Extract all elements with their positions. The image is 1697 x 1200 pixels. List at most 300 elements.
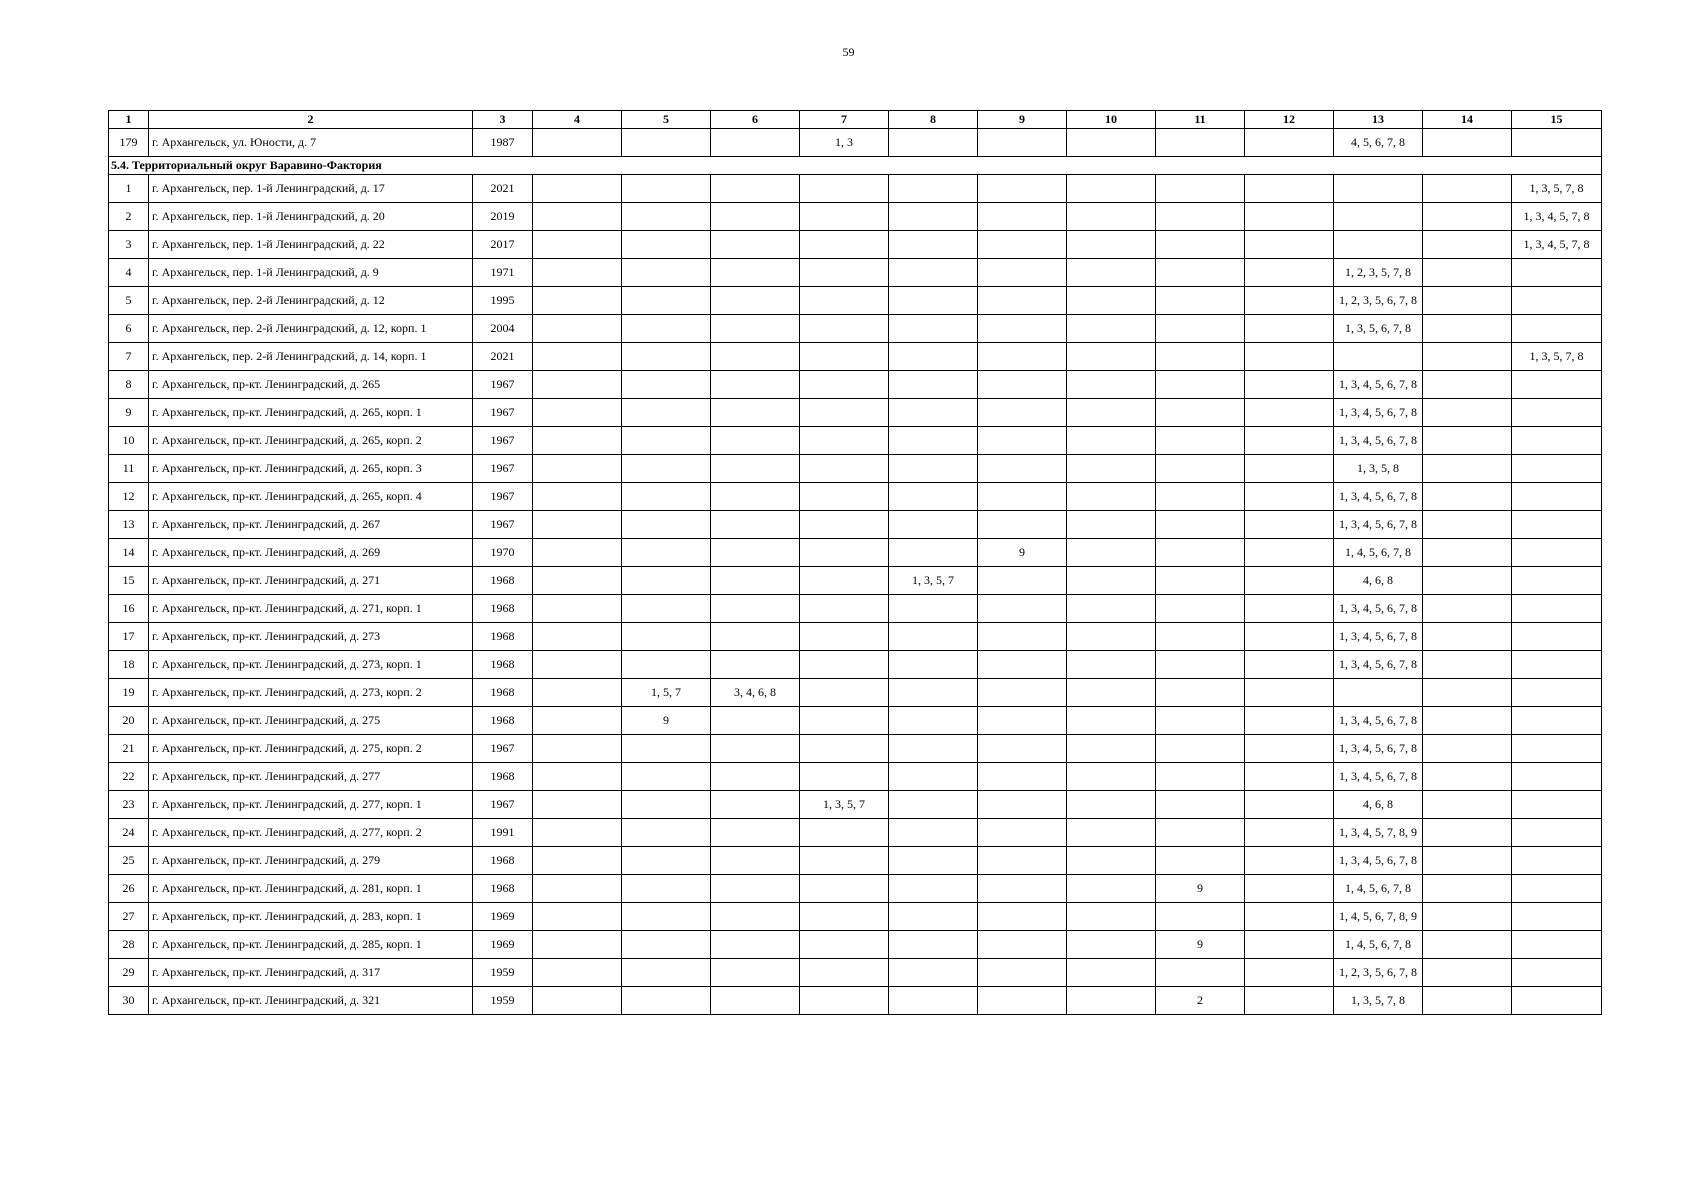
table-cell: [978, 315, 1067, 343]
address-cell: г. Архангельск, пр-кт. Ленинградский, д. 273, корп. 2: [149, 679, 473, 707]
table-cell: [1245, 959, 1334, 987]
table-row: [109, 129, 1602, 157]
table-cell: [978, 791, 1067, 819]
table-cell: [889, 483, 978, 511]
table-row: [109, 511, 1602, 539]
table-cell: [1245, 987, 1334, 1015]
address-cell: г. Архангельск, пр-кт. Ленинградский, д. 281, корп. 1: [149, 875, 473, 903]
table-cell: 1, 5, 7: [622, 679, 711, 707]
table-cell: [1512, 679, 1602, 707]
table-row: [109, 427, 1602, 455]
table-cell: [1512, 819, 1602, 847]
table-cell: [800, 399, 889, 427]
table-cell: [978, 483, 1067, 511]
table-row: [109, 371, 1602, 399]
table-cell: [711, 343, 800, 371]
table-cell: 1, 4, 5, 6, 7, 8: [1334, 931, 1423, 959]
table-cell: [1334, 231, 1423, 259]
table-cell: [1512, 567, 1602, 595]
table-cell: [533, 959, 622, 987]
table-cell: [622, 483, 711, 511]
table-cell: [1245, 875, 1334, 903]
table-cell: [1423, 259, 1512, 287]
table-cell: [711, 763, 800, 791]
table-cell: [1156, 371, 1245, 399]
table-cell: [800, 315, 889, 343]
row-number-cell: 29: [109, 959, 149, 987]
year-cell: 2017: [473, 231, 533, 259]
table-cell: [1512, 763, 1602, 791]
table-cell: [889, 791, 978, 819]
table-row: [109, 735, 1602, 763]
table-cell: [1156, 679, 1245, 707]
table-cell: [800, 203, 889, 231]
row-number-cell: 17: [109, 623, 149, 651]
table-cell: [889, 847, 978, 875]
table-cell: [622, 175, 711, 203]
table-cell: [800, 455, 889, 483]
table-cell: [889, 623, 978, 651]
table-cell: [1156, 427, 1245, 455]
table-cell: [800, 483, 889, 511]
table-cell: [1512, 595, 1602, 623]
table-cell: [1156, 343, 1245, 371]
table-cell: 9: [1156, 931, 1245, 959]
table-row: [109, 903, 1602, 931]
column-header: 9: [978, 111, 1067, 129]
table-cell: [800, 287, 889, 315]
table-cell: [622, 987, 711, 1015]
row-number-cell: 26: [109, 875, 149, 903]
table-cell: [533, 259, 622, 287]
table-cell: [1423, 707, 1512, 735]
table-cell: [1245, 129, 1334, 157]
table-cell: [622, 511, 711, 539]
table-cell: [1245, 903, 1334, 931]
table-cell: [800, 259, 889, 287]
table-cell: [800, 567, 889, 595]
table-cell: [889, 595, 978, 623]
table-cell: [1156, 651, 1245, 679]
table-cell: 1, 2, 3, 5, 6, 7, 8: [1334, 959, 1423, 987]
table-cell: [1423, 399, 1512, 427]
year-cell: 1967: [473, 455, 533, 483]
table-cell: 1, 3, 5, 7: [889, 567, 978, 595]
table-cell: 4, 5, 6, 7, 8: [1334, 129, 1423, 157]
table-cell: [622, 567, 711, 595]
table-cell: [711, 129, 800, 157]
address-cell: г. Архангельск, пр-кт. Ленинградский, д. 277, корп. 2: [149, 819, 473, 847]
table-cell: [711, 539, 800, 567]
table-cell: [533, 791, 622, 819]
table-cell: [800, 959, 889, 987]
table-cell: [978, 371, 1067, 399]
row-number-cell: 3: [109, 231, 149, 259]
table-cell: 1, 3, 5, 8: [1334, 455, 1423, 483]
table-cell: [1423, 623, 1512, 651]
table-cell: [622, 847, 711, 875]
section-title: 5.4. Территориальный округ Варавино-Фактория: [109, 157, 1602, 175]
table-cell: [533, 623, 622, 651]
year-cell: 2021: [473, 343, 533, 371]
address-cell: г. Архангельск, пр-кт. Ленинградский, д. 265, корп. 3: [149, 455, 473, 483]
address-cell: г. Архангельск, пр-кт. Ленинградский, д. 317: [149, 959, 473, 987]
table-cell: [800, 987, 889, 1015]
year-cell: 1967: [473, 791, 533, 819]
year-cell: 1969: [473, 931, 533, 959]
table-cell: [889, 651, 978, 679]
table-cell: [622, 735, 711, 763]
year-cell: 1970: [473, 539, 533, 567]
table-cell: [711, 315, 800, 343]
table-cell: 1, 3, 4, 5, 7, 8, 9: [1334, 819, 1423, 847]
table-cell: [1067, 259, 1156, 287]
table-row: [109, 231, 1602, 259]
table-cell: [622, 231, 711, 259]
table-cell: [1245, 455, 1334, 483]
table-cell: 1, 3, 4, 5, 6, 7, 8: [1334, 371, 1423, 399]
table-cell: [1156, 567, 1245, 595]
table-row: [109, 539, 1602, 567]
table-cell: [1156, 847, 1245, 875]
row-number-cell: 18: [109, 651, 149, 679]
address-cell: г. Архангельск, пр-кт. Ленинградский, д. 275, корп. 2: [149, 735, 473, 763]
address-cell: г. Архангельск, пр-кт. Ленинградский, д. 279: [149, 847, 473, 875]
column-header: 6: [711, 111, 800, 129]
address-cell: г. Архангельск, пр-кт. Ленинградский, д. 265, корп. 4: [149, 483, 473, 511]
table-cell: [889, 427, 978, 455]
page-number: 59: [842, 45, 855, 59]
table-cell: [533, 175, 622, 203]
table-cell: [1067, 511, 1156, 539]
table-cell: [533, 455, 622, 483]
column-header: 13: [1334, 111, 1423, 129]
table-cell: [800, 707, 889, 735]
table-cell: [1245, 819, 1334, 847]
table-cell: [978, 259, 1067, 287]
table-cell: 1, 3, 5, 6, 7, 8: [1334, 315, 1423, 343]
table-cell: [1512, 735, 1602, 763]
table-row: [109, 679, 1602, 707]
table-cell: [800, 623, 889, 651]
table-cell: 1, 3, 4, 5, 6, 7, 8: [1334, 763, 1423, 791]
address-cell: г. Архангельск, пер. 2-й Ленинградский, д. 14, корп. 1: [149, 343, 473, 371]
table-cell: [622, 399, 711, 427]
table-cell: [978, 455, 1067, 483]
table-cell: [711, 735, 800, 763]
column-header: 2: [149, 111, 473, 129]
table-cell: [800, 343, 889, 371]
table-cell: 1, 3, 4, 5, 6, 7, 8: [1334, 511, 1423, 539]
table-row: [109, 595, 1602, 623]
table-cell: [1512, 315, 1602, 343]
table-cell: [711, 819, 800, 847]
table-cell: [533, 735, 622, 763]
row-number-cell: 22: [109, 763, 149, 791]
table-cell: [711, 875, 800, 903]
table-cell: [889, 707, 978, 735]
table-cell: 1, 3, 5, 7: [800, 791, 889, 819]
table-cell: [889, 231, 978, 259]
table-cell: [533, 483, 622, 511]
table-cell: [978, 987, 1067, 1015]
table-cell: [889, 959, 978, 987]
table-cell: [1156, 129, 1245, 157]
table-cell: [1245, 539, 1334, 567]
table-cell: [711, 651, 800, 679]
table-cell: [1067, 129, 1156, 157]
table-cell: [1156, 623, 1245, 651]
table-cell: [622, 287, 711, 315]
table-cell: [800, 903, 889, 931]
year-cell: 2021: [473, 175, 533, 203]
table-cell: [1423, 679, 1512, 707]
table-cell: [1067, 735, 1156, 763]
table-cell: [1423, 203, 1512, 231]
table-cell: [800, 651, 889, 679]
table-cell: [1245, 259, 1334, 287]
year-cell: 1967: [473, 399, 533, 427]
table-row: [109, 623, 1602, 651]
year-cell: 1959: [473, 987, 533, 1015]
table-cell: 1, 3, 4, 5, 6, 7, 8: [1334, 595, 1423, 623]
table-cell: [1423, 427, 1512, 455]
table-cell: [1423, 987, 1512, 1015]
year-cell: 1987: [473, 129, 533, 157]
table-cell: [1245, 371, 1334, 399]
table-cell: [978, 175, 1067, 203]
table-cell: [978, 763, 1067, 791]
data-table: [108, 110, 1602, 1015]
table-cell: [1423, 931, 1512, 959]
table-cell: 1, 3, 4, 5, 6, 7, 8: [1334, 651, 1423, 679]
table-cell: [533, 539, 622, 567]
table-cell: [800, 511, 889, 539]
table-cell: [1512, 539, 1602, 567]
table-row: [109, 819, 1602, 847]
column-header: 8: [889, 111, 978, 129]
table-cell: [889, 129, 978, 157]
table-cell: [1156, 399, 1245, 427]
table-row: [109, 315, 1602, 343]
column-header: 15: [1512, 111, 1602, 129]
table-cell: [711, 511, 800, 539]
year-cell: 1968: [473, 763, 533, 791]
table-cell: [533, 903, 622, 931]
row-number-cell: 1: [109, 175, 149, 203]
table-cell: [1423, 455, 1512, 483]
table-cell: [711, 231, 800, 259]
table-cell: [1423, 343, 1512, 371]
section-heading-row: [109, 157, 1602, 175]
table-cell: [800, 931, 889, 959]
table-cell: [1067, 791, 1156, 819]
table-cell: [1512, 651, 1602, 679]
table-cell: [533, 231, 622, 259]
year-cell: 1968: [473, 847, 533, 875]
year-cell: 1967: [473, 483, 533, 511]
table-cell: [889, 399, 978, 427]
year-cell: 1967: [473, 511, 533, 539]
table-cell: [711, 931, 800, 959]
table-cell: [1156, 511, 1245, 539]
row-number-cell: 10: [109, 427, 149, 455]
table-cell: [711, 259, 800, 287]
table-cell: [533, 343, 622, 371]
table-cell: [1423, 763, 1512, 791]
table-cell: [711, 959, 800, 987]
table-cell: [533, 987, 622, 1015]
table-cell: [1423, 819, 1512, 847]
table-cell: [889, 315, 978, 343]
table-cell: [533, 287, 622, 315]
table-cell: [1245, 735, 1334, 763]
table-cell: [1512, 511, 1602, 539]
table-cell: [622, 763, 711, 791]
table-cell: [622, 315, 711, 343]
table-cell: [889, 903, 978, 931]
table-cell: [889, 455, 978, 483]
row-number-cell: 14: [109, 539, 149, 567]
table-cell: [978, 875, 1067, 903]
table-cell: [1512, 259, 1602, 287]
column-header: 12: [1245, 111, 1334, 129]
table-cell: [1067, 203, 1156, 231]
table-cell: [800, 175, 889, 203]
column-header: 7: [800, 111, 889, 129]
row-number-cell: 19: [109, 679, 149, 707]
table-cell: [800, 427, 889, 455]
table-cell: 1, 3, 4, 5, 6, 7, 8: [1334, 707, 1423, 735]
table-cell: [889, 875, 978, 903]
table-cell: [1067, 819, 1156, 847]
table-cell: [1156, 791, 1245, 819]
table-row: [109, 287, 1602, 315]
column-header: 4: [533, 111, 622, 129]
address-cell: г. Архангельск, пр-кт. Ленинградский, д. 271, корп. 1: [149, 595, 473, 623]
table-cell: [533, 707, 622, 735]
table-cell: [1156, 203, 1245, 231]
table-cell: 1, 3, 4, 5, 6, 7, 8: [1334, 735, 1423, 763]
table-cell: [1156, 259, 1245, 287]
year-cell: 1967: [473, 371, 533, 399]
table-cell: [622, 595, 711, 623]
table-cell: [1512, 287, 1602, 315]
table-cell: [978, 959, 1067, 987]
row-number-cell: 21: [109, 735, 149, 763]
row-number-cell: 12: [109, 483, 149, 511]
table-row: [109, 931, 1602, 959]
table-cell: [978, 707, 1067, 735]
table-cell: [622, 651, 711, 679]
table-cell: [1156, 287, 1245, 315]
address-cell: г. Архангельск, пр-кт. Ленинградский, д. 271: [149, 567, 473, 595]
address-cell: г. Архангельск, пер. 1-й Ленинградский, д. 20: [149, 203, 473, 231]
table-cell: [1067, 595, 1156, 623]
table-cell: [889, 539, 978, 567]
table-cell: [1067, 455, 1156, 483]
year-cell: 1968: [473, 651, 533, 679]
table-cell: [889, 735, 978, 763]
table-cell: [1423, 371, 1512, 399]
table-cell: [1156, 819, 1245, 847]
table-cell: [1245, 931, 1334, 959]
table-cell: [978, 511, 1067, 539]
address-cell: г. Архангельск, пер. 1-й Ленинградский, д. 22: [149, 231, 473, 259]
table-row: [109, 959, 1602, 987]
table-cell: [622, 129, 711, 157]
column-header: 10: [1067, 111, 1156, 129]
table-cell: [800, 763, 889, 791]
table-cell: [1156, 735, 1245, 763]
table-cell: [1156, 707, 1245, 735]
table-cell: [978, 595, 1067, 623]
header-row: [109, 111, 1602, 129]
table-cell: [533, 203, 622, 231]
row-number-cell: 30: [109, 987, 149, 1015]
table-cell: 2: [1156, 987, 1245, 1015]
table-cell: [622, 875, 711, 903]
table-cell: 4, 6, 8: [1334, 791, 1423, 819]
table-cell: [1334, 203, 1423, 231]
table-cell: [622, 931, 711, 959]
row-number-cell: 20: [109, 707, 149, 735]
table-cell: [889, 259, 978, 287]
column-header: 1: [109, 111, 149, 129]
year-cell: 2004: [473, 315, 533, 343]
table-cell: [711, 203, 800, 231]
table-cell: [1423, 539, 1512, 567]
row-number-cell: 24: [109, 819, 149, 847]
year-cell: 2019: [473, 203, 533, 231]
year-cell: 1967: [473, 427, 533, 455]
address-cell: г. Архангельск, пер. 1-й Ленинградский, д. 9: [149, 259, 473, 287]
table-cell: [1067, 903, 1156, 931]
year-cell: 1995: [473, 287, 533, 315]
table-cell: [800, 847, 889, 875]
table-cell: [800, 231, 889, 259]
column-header: 14: [1423, 111, 1512, 129]
table-cell: [978, 819, 1067, 847]
table-cell: [1067, 427, 1156, 455]
row-number-cell: 11: [109, 455, 149, 483]
table-cell: [711, 987, 800, 1015]
table-cell: [622, 427, 711, 455]
table-cell: [1423, 651, 1512, 679]
table-cell: [1067, 847, 1156, 875]
table-cell: [1245, 287, 1334, 315]
table-cell: [1334, 175, 1423, 203]
table-cell: [800, 819, 889, 847]
table-cell: [533, 315, 622, 343]
table-cell: [1512, 707, 1602, 735]
table-cell: [533, 595, 622, 623]
table-cell: [1245, 651, 1334, 679]
row-number-cell: 28: [109, 931, 149, 959]
table-cell: [1245, 623, 1334, 651]
table-cell: [711, 483, 800, 511]
table-cell: [1512, 791, 1602, 819]
table-cell: 1, 2, 3, 5, 6, 7, 8: [1334, 287, 1423, 315]
table-cell: [711, 371, 800, 399]
table-cell: [1245, 791, 1334, 819]
table-cell: [711, 399, 800, 427]
table-cell: [1067, 287, 1156, 315]
table-cell: [711, 847, 800, 875]
table-cell: [1156, 763, 1245, 791]
table-cell: [533, 427, 622, 455]
table-row: [109, 567, 1602, 595]
